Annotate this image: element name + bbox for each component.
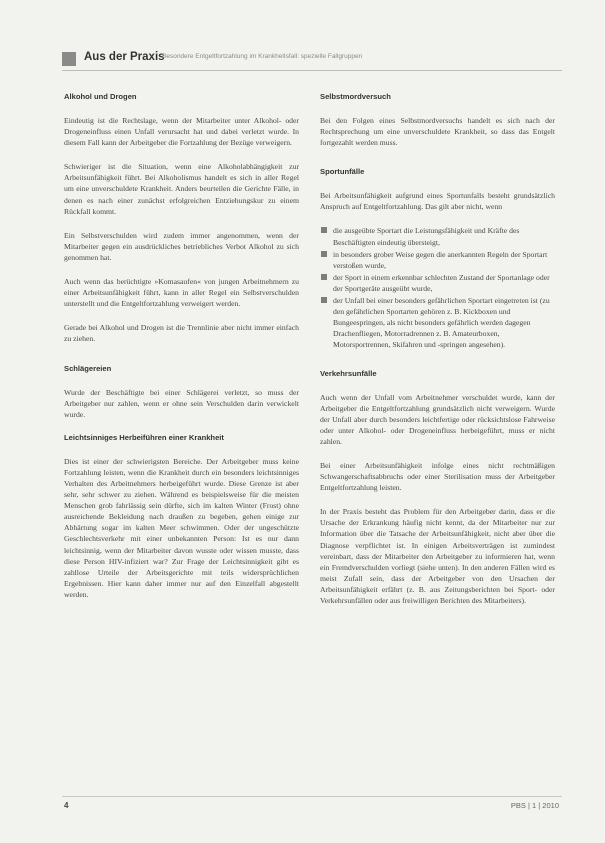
section-title: Alkohol und Drogen xyxy=(64,92,137,101)
square-bullet-icon xyxy=(321,251,327,257)
header-divider xyxy=(62,70,562,71)
section-title: Selbstmordversuch xyxy=(320,92,391,101)
section-schlaegereien xyxy=(64,364,299,420)
header-subtitle: Besondere Entgeltfortzahlung im Krankheitsfall: spezielle Fallgruppen xyxy=(162,53,363,60)
paragraph: Gerade bei Alkohol und Drogen ist die Trennlinie aber nicht immer einfach zu ziehen. xyxy=(64,323,299,344)
square-bullet-icon xyxy=(321,274,327,280)
list-item xyxy=(320,249,555,271)
right-column xyxy=(320,92,555,619)
paragraph: Bei den Folgen eines Selbstmordversuchs handelt es sich nach der Rechtsprechung um eine unverschuldete Krankheit, so dass das Entgelt fortgezahlt werden muss. xyxy=(320,116,555,148)
page-header xyxy=(62,52,562,66)
paragraph: In der Praxis besteht das Problem für den Arbeitgeber darin, dass er die Ursache der Erkrankung häufig nicht kennt, da der Mitarbeiter nur zur Information über die Tatsache der Arbeitsunfähigkeit, nicht aber über die Diagnose verpflichtet ist. In einigen Arbeitsverträgen ist zumindest vereinbart, dass der Mitarbeiter den Arbeitgeber zu informieren hat, wenn ein Fremdverschulden vorliegt (siehe unten). In den anderen Fällen wird es meist Zufall sein, dass der Arbeitgeber von den Ursachen der Arbeitsunfähigkeit erfährt (z. B. aus Zeitungsberichten bei Sport- oder Verkehrsunfällen oder aus freiwilligen Berichten des Mitarbeiters). xyxy=(320,507,555,605)
list-item-text: in besonders grober Weise gegen die anerkannten Regeln der Sportart verstoßen wurde, xyxy=(333,249,548,270)
section-title: Schlägereien xyxy=(64,363,112,373)
section-sportunfaelle xyxy=(320,167,555,350)
paragraph: Schwieriger ist die Situation, wenn eine Alkoholabhängigkeit zur Arbeitsunfähigkeit führt. Bei Alkoholismus handelt es sich in aller Regel um eine unverschuldete Krankheit. Anders beurteilen die Gerichte Fälle, in denen es nach einer zunächst erfolgreichen Entziehungskur zu einem Rückfall kommt. xyxy=(64,162,299,216)
list-item-text: der Sport in einem erkennbar schlechten Zustand der Sportanlage oder der Sportgeräte ausgeübt wurde, xyxy=(333,272,550,293)
paragraph: Auch wenn das berüchtigte »Komasaufen« von jungen Arbeitnehmern zu einer Arbeitsunfähigkeit führt, kann in aller Regel ein Selbstverschulden unterstellt und die Entgeltfortzahlung verweigert werden. xyxy=(64,277,299,309)
list-item xyxy=(320,295,555,350)
section-alkohol xyxy=(64,92,299,345)
square-bullet-icon xyxy=(321,297,327,303)
paragraph: Eindeutig ist die Rechtslage, wenn der Mitarbeiter unter Alkohol- oder Drogeneinfluss einen Unfall verursacht hat und dabei verletzt wurde. In diesem Fall kann der Arbeitgeber die Fortzahlung der Bezüge verweigern. xyxy=(64,116,299,148)
issue-label: PBS | 1 | 2010 xyxy=(510,801,559,810)
list-item xyxy=(320,225,555,247)
section-title: Verkehrsunfälle xyxy=(320,368,377,378)
paragraph: Wurde der Beschäftigte bei einer Schlägerei verletzt, so muss der Arbeitgeber nur zahlen, wenn er ohne sein Verschulden darin verwickelt wurde. xyxy=(64,387,299,419)
footer-divider xyxy=(62,796,562,797)
left-column xyxy=(64,92,299,613)
page-number: 4 xyxy=(64,801,69,810)
square-bullet-icon xyxy=(321,227,327,233)
paragraph: Bei einer Arbeitsunfähigkeit infolge eines nicht rechtmäßigen Schwangerschaftsabbruchs oder einer Sterilisation muss der Arbeitgeber Entgeltfortzahlung leisten. xyxy=(320,460,555,493)
section-selbstmordversuch xyxy=(320,92,555,148)
list-item xyxy=(320,272,555,294)
paragraph: Bei Arbeitsunfähigkeit aufgrund eines Sportunfalls besteht grundsätzlich Anspruch auf Entgeltfortzahlung. Das gilt aber nicht, wenn xyxy=(320,191,555,212)
paragraph: Ein Selbstverschulden wird zudem immer angenommen, wenn der Mitarbeiter gegen ein ausdrückliches betriebliches Verbot Alkohol zu sich genommen hat. xyxy=(64,230,299,262)
section-leichtsinn xyxy=(64,433,299,600)
section-title: Sportunfälle xyxy=(320,167,365,177)
bullet-list xyxy=(320,225,555,350)
section-verkehrsunfaelle xyxy=(320,369,555,607)
header-title: Aus der Praxis xyxy=(84,51,165,63)
section-title: Leichtsinniges Herbeiführen einer Krankheit xyxy=(64,432,224,442)
paragraph: Dies ist einer der schwierigsten Bereiche. Der Arbeitgeber muss keine Fortzahlung leisten, wenn die Krankheit durch ein besonders leichtsinniges Verhalten des Arbeitnehmers herbeigeführt wurde. Diese Grenze ist aber sehr, sehr schwer zu ziehen. Während es beispielsweise für die meisten Menschen grob fahrlässig sein dürfte, sich im kalten Winter (Frost) ohne ausreichende Bekleidung nach draußen zu begeben, gehen einige zur Abhärtung sogar im kalten Meer schwimmen. Oder der ungeschützte Geschlechtsverkehr mit einer unbekannten Person: Ist es nur dann leichtsinnig, wenn der Mitarbeiter davon wusste oder wissen musste, dass diese Person HIV-infiziert war? Zur Frage der Leichtsinnigkeit gibt es zahllose Urteile der Arbeitsgerichte mit teils widersprüchlichen Ergebnissen. Hier kann daher immer nur auf den Einzelfall abgestellt werden. xyxy=(64,456,299,599)
list-item-text: der Unfall bei einer besonders gefährlichen Sportart eingetreten ist (zu den gefährlichen Sportarten gehören z. B. Kickboxen und Bungeespringen, als nicht besonders gefährlich werden dagegen Drachenfliegen, Motorradrennen z. B. Amateurboxen, Motorsportrennen, Skifahren und -springen angesehen). xyxy=(333,296,550,350)
header-marker-icon xyxy=(62,52,76,66)
list-item-text: die ausgeübte Sportart die Leistungsfähigkeit und Kräfte des Beschäftigten eindeutig übersteigt, xyxy=(333,226,520,247)
paragraph: Auch wenn der Unfall vom Arbeitnehmer verschuldet wurde, kann der Arbeitgeber die Entgeltfortzahlung grundsätzlich nicht verweigern. Wurde der Unfall aber durch besonders leichtfertige oder rücksichtslose Fahrweise oder unter Alkohol- oder Drogeneinfluss herbeigeführt, muss er nicht zahlen. xyxy=(320,392,555,446)
